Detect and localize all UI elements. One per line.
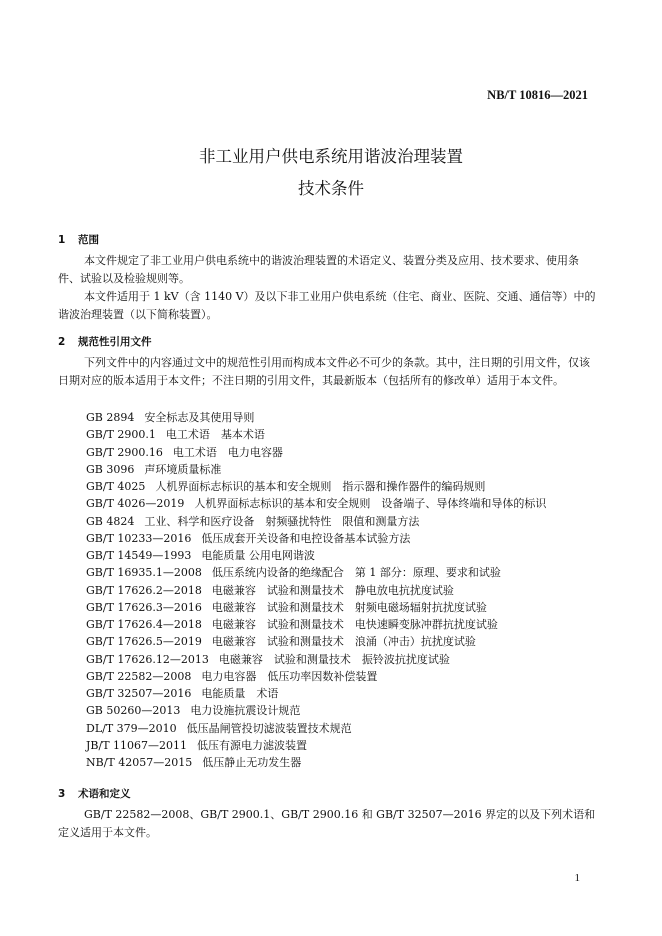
section-2-title: 规范性引用文件 [78,336,152,348]
reference-item: GB 4824 工业、科学和医疗设备 射频骚扰特性 限值和测量方法 [86,514,420,528]
reference-item: GB/T 14549—1993 电能质量 公用电网谐波 [86,549,315,562]
reference-item: GB 3096 声环境质量标准 [86,462,222,476]
reference-list [86,409,546,771]
section-1-paragraph-2: 本文件适用于 1 kV（含 1140 V）及以下非工业用户供电系统（住宅、商业、医院、交通、通信等）中的谐波治理装置（以下简称装置）。 [58,290,596,321]
section-1-title: 范围 [78,234,99,246]
reference-item: GB/T 4025 人机界面标志标识的基本和安全规则 指示器和操作器件的编码规则 [86,480,486,493]
reference-item: GB/T 10233—2016 低压成套开关设备和电控设备基本试验方法 [86,531,411,545]
reference-item: GB/T 16935.1—2008 低压系统内设备的绝缘配合 第 1 部分：原理、要求和试验 [86,566,501,580]
section-2-intro: 下列文件中的内容通过文中的规范性引用而构成本文件必不可少的条款。其中，注日期的引用文件，仅该日期对应的版本适用于本文件；不注日期的引用文件，其最新版本（包括所有的修改单）适用于本文件。 [58,356,590,387]
section-3-number: 3 [58,788,66,800]
reference-item: GB/T 17626.4—2018 电磁兼容 试验和测量技术 电快速瞬变脉冲群抗扰度试验 [86,618,498,631]
reference-item: GB/T 4026—2019 人机界面标志标识的基本和安全规则 设备端子、导体终端和导体的标识 [86,497,547,511]
document-title: 非工业用户供电系统用谐波治理装置 [199,147,463,166]
section-1-heading [58,232,99,247]
reference-item: GB/T 17626.2—2018 电磁兼容 试验和测量技术 静电放电抗扰度试验 [86,583,454,597]
reference-item: GB/T 32507—2016 电能质量 术语 [86,687,279,700]
section-1-number: 1 [58,234,66,246]
reference-item: GB/T 2900.1 电工术语 基本术语 [86,428,265,442]
section-2-number: 2 [58,336,66,348]
standard-number: NB/T 10816—2021 [487,88,588,102]
reference-item: JB/T 11067—2011 低压有源电力滤波装置 [86,738,308,752]
document-subtitle: 技术条件 [298,179,364,198]
reference-item: GB/T 17626.12—2013 电磁兼容 试验和测量技术 振铃波抗扰度试验 [86,652,450,666]
section-3-paragraph-1: GB/T 22582—2008、GB/T 2900.1、GB/T 2900.16 和 GB/T 32507—2016 界定的以及下列术语和定义适用于本文件。 [58,808,596,839]
reference-item: GB/T 17626.5—2019 电磁兼容 试验和测量技术 浪涌（冲击）抗扰度试验 [86,635,476,649]
reference-item: GB/T 17626.3—2016 电磁兼容 试验和测量技术 射频电磁场辐射抗扰度试验 [86,600,487,614]
section-2-heading [58,334,152,349]
section-3-title: 术语和定义 [78,788,131,800]
reference-item: NB/T 42057—2015 低压静止无功发生器 [86,756,302,769]
section-3-heading [58,786,131,801]
reference-item: GB/T 2900.16 电工术语 电力电容器 [86,445,283,459]
reference-item: GB 2894 安全标志及其使用导则 [86,411,255,424]
page-number: 1 [574,872,580,884]
reference-item: GB 50260—2013 电力设施抗震设计规范 [86,704,301,718]
reference-item: DL/T 379—2010 低压晶闸管投切滤波装置技术规范 [86,721,352,735]
reference-item: GB/T 22582—2008 电力电容器 低压功率因数补偿装置 [86,669,378,683]
section-1-paragraph-1: 本文件规定了非工业用户供电系统中的谐波治理装置的术语定义、装置分类及应用、技术要求、使用条件、试验以及检验规则等。 [58,254,579,285]
